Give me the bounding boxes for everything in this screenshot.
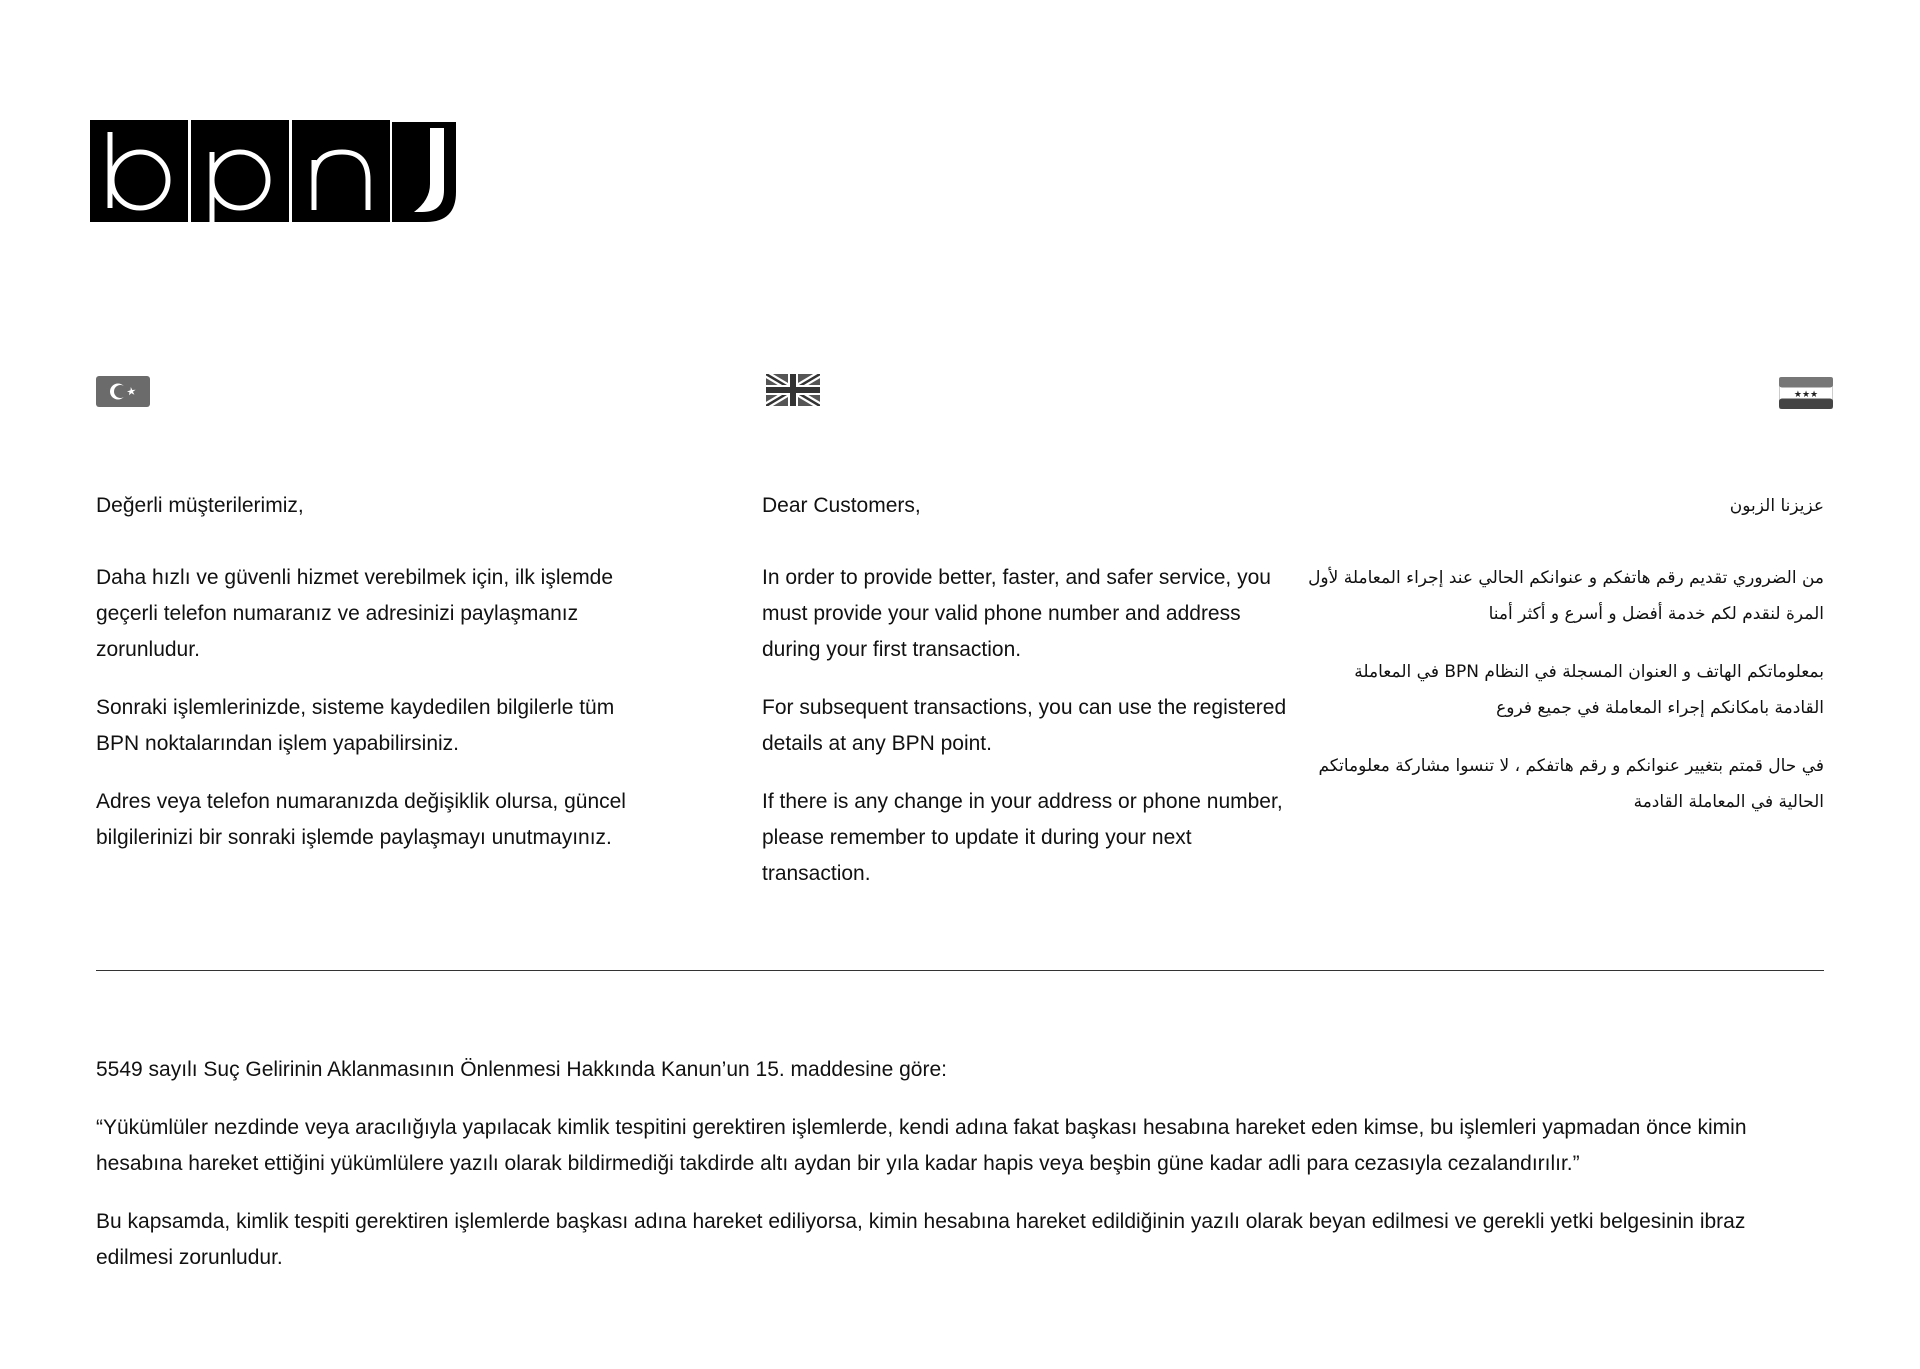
legal-quote: “Yükümlüler nezdinde veya aracılığıyla yapılacak kimlik tespitini gerektiren işlemlerde, kendi adına fakat başkası hesabına hareket eden kimse, bu işlemleri yapmadan önce kimin hesabına hareket ettiğini yükümlülere yazılı olarak bildirmediği takdirde altı aydan bir yıla kadar hapis veya beşbin güne kadar adli para cezasıyla cezalandırılır.” xyxy=(96,1116,1747,1175)
paragraph-ar-2: بمعلوماتكم الهاتف و العنوان المسجلة في النظام BPN في المعاملة القادمة بامكانكم إجراء المعاملة في جميع فروع xyxy=(1354,662,1824,718)
greeting-tr: Değerli müşterilerimiz, xyxy=(96,494,304,517)
paragraph-tr-1: Daha hızlı ve güvenli hizmet verebilmek için, ilk işlemde geçerli telefon numaranız ve adresinizi paylaşmanız zorunludur. xyxy=(96,566,614,661)
legal-heading: 5549 sayılı Suç Gelirinin Aklanmasının Önlenmesi Hakkında Kanun’un 15. maddesine göre: xyxy=(96,1058,947,1081)
syria-flag-icon xyxy=(1779,377,1833,409)
paragraph-tr-2: Sonraki işlemlerinizde, sisteme kaydedilen bilgilerle tüm BPN noktalarından işlem yapabilirsiniz. xyxy=(96,696,615,755)
paragraph-tr-3: Adres veya telefon numaranızda değişiklik olursa, güncel bilgilerinizi bir sonraki işlemde paylaşmayı unutmayınız. xyxy=(96,790,626,849)
bpn-logo xyxy=(90,120,460,224)
paragraph-en-1: In order to provide better, faster, and safer service, you must provide your valid phone number and address during your first transaction. xyxy=(762,566,1271,661)
arabic-notice xyxy=(1304,488,1824,842)
uk-flag-icon xyxy=(766,374,820,406)
paragraph-en-3: If there is any change in your address or phone number, please remember to update it during your next transaction. xyxy=(762,790,1283,885)
turkish-notice xyxy=(96,488,656,878)
greeting-en: Dear Customers, xyxy=(762,494,921,517)
turkey-flag-icon xyxy=(96,376,150,407)
svg-text:★★★: ★★★ xyxy=(1793,390,1819,400)
english-notice xyxy=(762,488,1302,914)
legal-note: Bu kapsamda, kimlik tespiti gerektiren işlemlerde başkası adına hareket ediliyorsa, kimin hesabına hareket edildiğinin yazılı olarak beyan edilmesi ve gerekli yetki belgesinin ibraz edilmesi zorunludur. xyxy=(96,1210,1746,1269)
paragraph-ar-3: في حال قمتم بتغيير عنوانكم و رقم هاتفكم ، لا تنسوا مشاركة معلوماتكم الحالية في المعاملة القادمة xyxy=(1318,756,1824,812)
paragraph-en-2: For subsequent transactions, you can use the registered details at any BPN point. xyxy=(762,696,1287,755)
paragraph-ar-1: من الضروري تقديم رقم هاتفكم و عنوانكم الحالي عند إجراء المعاملة لأول المرة لنقدم لكم خدمة أفضل و أسرع و أكثر أمنا xyxy=(1308,568,1824,624)
greeting-ar: عزيزنا الزبون xyxy=(1729,496,1824,516)
section-divider xyxy=(96,970,1824,971)
legal-notice xyxy=(96,1052,1826,1298)
